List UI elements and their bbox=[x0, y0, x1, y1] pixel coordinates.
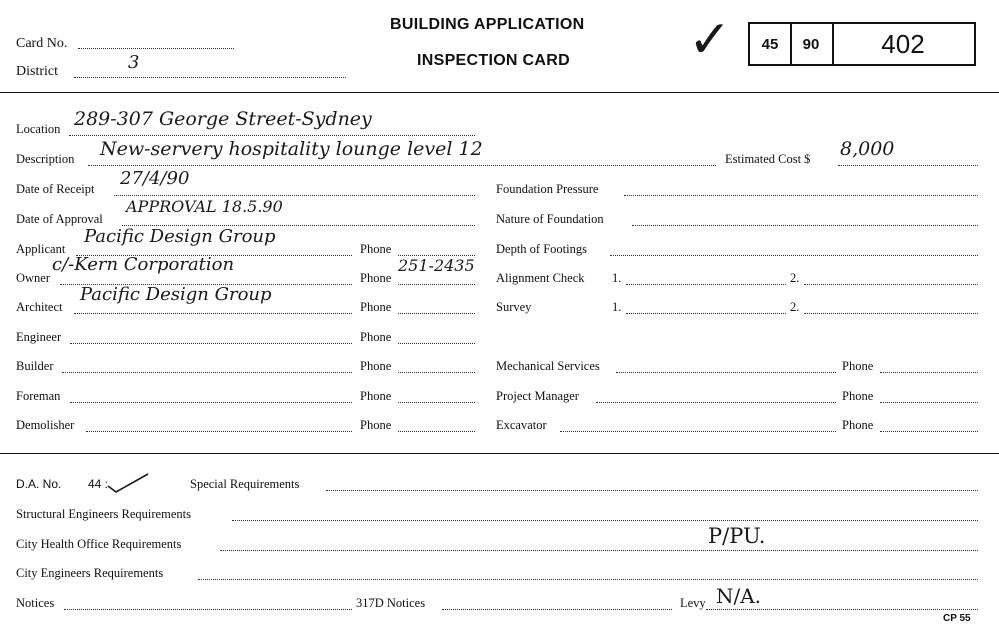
owner-phone-label: Phone bbox=[360, 271, 392, 285]
project-manager-phone-label: Phone bbox=[842, 389, 874, 403]
owner-phone-line bbox=[398, 284, 475, 285]
survey-2-label: 2. bbox=[790, 300, 800, 314]
demolisher-phone-line bbox=[398, 431, 475, 432]
alignment-1-line bbox=[626, 284, 786, 285]
owner-label: Owner bbox=[16, 271, 51, 285]
date-approval-value: APPROVAL 18.5.90 bbox=[126, 197, 283, 216]
notices-317d-line bbox=[442, 609, 672, 610]
nature-foundation-line bbox=[632, 225, 978, 226]
survey-1-label: 1. bbox=[612, 300, 622, 314]
survey-label: Survey bbox=[496, 300, 532, 314]
engineer-phone-label: Phone bbox=[360, 330, 392, 344]
applicant-label: Applicant bbox=[16, 242, 66, 256]
district-label: District bbox=[16, 64, 58, 79]
estimated-cost-value: 8,000 bbox=[840, 138, 895, 160]
description-label: Description bbox=[16, 152, 75, 166]
special-requirements-label: Special Requirements bbox=[190, 477, 300, 491]
estimated-cost-line bbox=[838, 165, 978, 166]
applicant-phone-label: Phone bbox=[360, 242, 392, 256]
date-receipt-value: 27/4/90 bbox=[120, 168, 190, 189]
mechanical-phone-label: Phone bbox=[842, 359, 874, 373]
da-value: 44 : bbox=[88, 477, 109, 491]
survey-1-line bbox=[626, 313, 786, 314]
mechanical-phone-line bbox=[880, 372, 978, 373]
alignment-1-label: 1. bbox=[612, 271, 622, 285]
excavator-phone-label: Phone bbox=[842, 418, 874, 432]
description-line bbox=[88, 165, 716, 166]
survey-2-line bbox=[804, 313, 978, 314]
builder-label: Builder bbox=[16, 359, 54, 373]
da-label: D.A. No. bbox=[16, 477, 62, 491]
builder-line bbox=[62, 372, 352, 373]
applicant-value: Pacific Design Group bbox=[84, 226, 276, 247]
date-receipt-line bbox=[114, 195, 475, 196]
levy-label: Levy bbox=[680, 596, 706, 610]
structural-line bbox=[232, 520, 978, 521]
engineer-phone-line bbox=[398, 343, 475, 344]
card-number-box bbox=[748, 22, 976, 66]
project-manager-phone-line bbox=[880, 402, 978, 403]
alignment-check-label: Alignment Check bbox=[496, 271, 585, 285]
mechanical-label: Mechanical Services bbox=[496, 359, 600, 373]
excavator-line bbox=[560, 431, 836, 432]
project-manager-label: Project Manager bbox=[496, 389, 579, 403]
health-value: P/PU. bbox=[708, 524, 766, 548]
alignment-2-line bbox=[804, 284, 978, 285]
foreman-line bbox=[70, 402, 352, 403]
city-engineers-label: City Engineers Requirements bbox=[16, 566, 164, 580]
demolisher-line bbox=[86, 431, 352, 432]
location-value: 289-307 George Street-Sydney bbox=[74, 108, 372, 130]
excavator-label: Excavator bbox=[496, 418, 547, 432]
date-receipt-label: Date of Receipt bbox=[16, 182, 95, 196]
levy-value: N/A. bbox=[716, 584, 762, 608]
foreman-label: Foreman bbox=[16, 389, 61, 403]
nature-foundation-label: Nature of Foundation bbox=[496, 212, 604, 226]
district-line bbox=[74, 77, 346, 78]
notices-line bbox=[64, 609, 352, 610]
health-line bbox=[220, 550, 978, 551]
structural-label: Structural Engineers Requirements bbox=[16, 507, 191, 521]
depth-footings-line bbox=[610, 255, 978, 256]
title-line1: BUILDING APPLICATION bbox=[390, 16, 585, 33]
card-no-label: Card No. bbox=[16, 36, 68, 51]
foundation-pressure-line bbox=[624, 195, 978, 196]
card-no-line bbox=[78, 48, 234, 49]
foreman-phone-line bbox=[398, 402, 475, 403]
special-requirements-line bbox=[326, 490, 978, 491]
estimated-cost-label: Estimated Cost $ bbox=[725, 152, 811, 166]
builder-phone-line bbox=[398, 372, 475, 373]
excavator-phone-line bbox=[880, 431, 978, 432]
project-manager-line bbox=[596, 402, 836, 403]
da-check-mark-icon bbox=[104, 470, 150, 496]
district-value: 3 bbox=[128, 52, 140, 73]
architect-label: Architect bbox=[16, 300, 63, 314]
code-1: 45 bbox=[750, 24, 792, 64]
owner-value: c/-Kern Corporation bbox=[52, 254, 235, 275]
engineer-line bbox=[70, 343, 352, 344]
location-line bbox=[69, 135, 475, 136]
demolisher-phone-label: Phone bbox=[360, 418, 392, 432]
depth-footings-label: Depth of Footings bbox=[496, 242, 587, 256]
builder-phone-label: Phone bbox=[360, 359, 392, 373]
description-value: New-servery hospitality lounge level 12 bbox=[100, 138, 483, 160]
notices-317d-label: 317D Notices bbox=[356, 596, 426, 610]
check-mark-icon: ✓ bbox=[688, 10, 732, 70]
title-line2: INSPECTION CARD bbox=[417, 52, 570, 69]
form-code: CP 55 bbox=[943, 613, 971, 624]
architect-phone-label: Phone bbox=[360, 300, 392, 314]
architect-value: Pacific Design Group bbox=[80, 284, 272, 305]
architect-phone-line bbox=[398, 313, 475, 314]
card-number: 402 bbox=[881, 28, 925, 59]
demolisher-label: Demolisher bbox=[16, 418, 75, 432]
alignment-2-label: 2. bbox=[790, 271, 800, 285]
city-engineers-line bbox=[198, 579, 978, 580]
owner-phone-value: 251-2435 bbox=[398, 256, 475, 275]
divider-top bbox=[0, 92, 999, 93]
levy-line bbox=[706, 609, 978, 610]
divider-middle bbox=[0, 453, 999, 454]
location-label: Location bbox=[16, 122, 61, 136]
mechanical-line bbox=[616, 372, 836, 373]
foundation-pressure-label: Foundation Pressure bbox=[496, 182, 599, 196]
date-approval-label: Date of Approval bbox=[16, 212, 103, 226]
health-label: City Health Office Requirements bbox=[16, 537, 182, 551]
architect-line bbox=[74, 313, 352, 314]
engineer-label: Engineer bbox=[16, 330, 62, 344]
foreman-phone-label: Phone bbox=[360, 389, 392, 403]
notices-label: Notices bbox=[16, 596, 55, 610]
code-2: 90 bbox=[790, 24, 834, 64]
